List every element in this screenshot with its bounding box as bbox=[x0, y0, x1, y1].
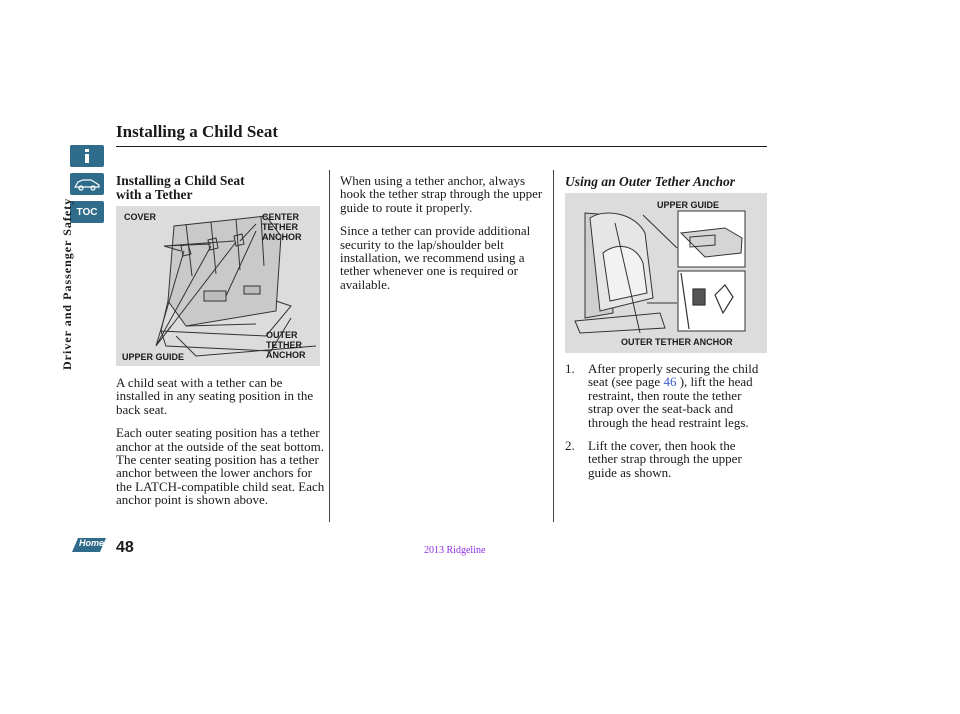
info-button[interactable] bbox=[70, 145, 104, 167]
step-1-text-before: After properly securing the child seat (see page bbox=[588, 361, 759, 390]
fig-label-cover: COVER bbox=[124, 212, 157, 222]
fig-label-center-tether: CENTER TETHER ANCHOR bbox=[262, 212, 302, 242]
fig-label-outer-tether-anchor: OUTER TETHER ANCHOR bbox=[621, 337, 733, 347]
page-number: 48 bbox=[116, 539, 134, 556]
step-2 bbox=[565, 439, 765, 479]
column-divider-1 bbox=[329, 170, 330, 522]
home-label: Home bbox=[79, 538, 105, 548]
middle-body bbox=[340, 174, 550, 301]
footer-model-year: 2013 Ridgeline bbox=[424, 545, 486, 556]
left-subtitle-line1: Installing a Child Seat bbox=[116, 173, 245, 188]
page-46-link[interactable]: 46 bbox=[663, 374, 677, 390]
middle-para-1: When using a tether anchor, always hook the tether strap through the upper guide to route it properly. bbox=[340, 173, 543, 215]
home-button[interactable] bbox=[70, 536, 108, 554]
steps-list bbox=[565, 362, 765, 489]
title-rule bbox=[116, 146, 767, 147]
left-subtitle-line2: with a Tether bbox=[116, 187, 193, 202]
left-subtitle bbox=[116, 174, 245, 202]
right-subtitle: Using an Outer Tether Anchor bbox=[565, 174, 736, 189]
fig-label-upper-guide: UPPER GUIDE bbox=[122, 352, 185, 362]
toc-button[interactable] bbox=[70, 201, 104, 223]
step-2-number: 2. bbox=[565, 438, 575, 454]
rear-seat-figure bbox=[116, 206, 320, 366]
child-seat-illustration bbox=[565, 193, 767, 353]
toc-label: TOC bbox=[76, 206, 98, 218]
step-2-text: Lift the cover, then hook the tether strap through the upper guide as shown. bbox=[588, 438, 742, 480]
middle-para-2: Since a tether can provide additional security to the lap/shoulder belt installation, we recommend using a tether whenever one is required or available. bbox=[340, 223, 531, 292]
car-icon bbox=[73, 177, 101, 191]
section-side-label: Driver and Passenger Safety bbox=[60, 197, 74, 370]
left-para-2: Each outer seating position has a tether anchor at the outside of the seat bottom. The center seating position has a tether anchor between the lower anchors for the LATCH-compatible child seat. Each anchor point is shown above. bbox=[116, 425, 325, 508]
step-1-text-after: ), lift the head restraint, then route the tether strap over the seat-back and through the head restraint legs. bbox=[588, 374, 753, 430]
page-title: Installing a Child Seat bbox=[116, 122, 279, 141]
fig-label-outer-tether: OUTER TETHER ANCHOR bbox=[266, 330, 306, 360]
left-body bbox=[116, 376, 326, 517]
info-icon bbox=[80, 148, 94, 164]
left-para-1: A child seat with a tether can be installed in any seating position in the back seat. bbox=[116, 375, 314, 417]
step-1 bbox=[565, 362, 765, 429]
fig-label-upper-guide-right: UPPER GUIDE bbox=[657, 200, 720, 210]
step-1-number: 1. bbox=[565, 361, 575, 376]
outer-tether-figure bbox=[565, 193, 767, 353]
column-divider-2 bbox=[553, 170, 554, 522]
vehicle-button[interactable] bbox=[70, 173, 104, 195]
